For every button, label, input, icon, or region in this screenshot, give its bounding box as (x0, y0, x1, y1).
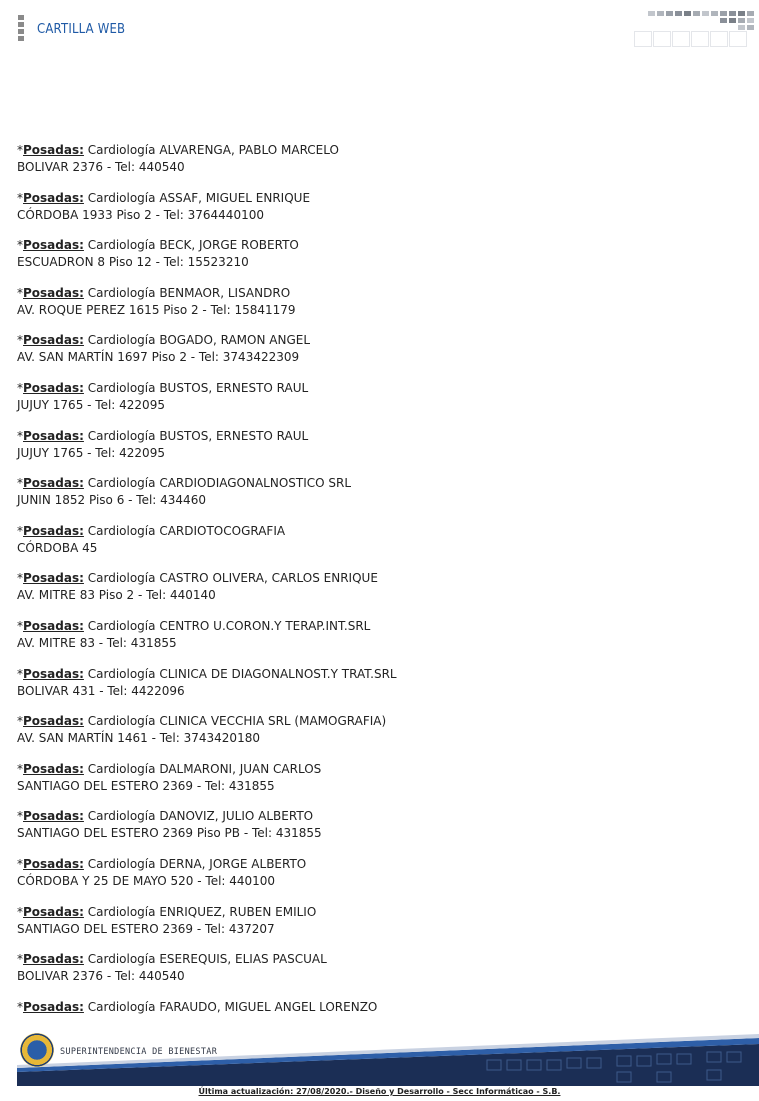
provider-line: *Posadas: Cardiología DALMARONI, JUAN CARLOS (17, 761, 322, 776)
institution-seal-icon (20, 1033, 54, 1067)
provider-specialty: Cardiología (87, 523, 156, 538)
provider-address: BOLIVAR 2376 - Tel: 440540 (17, 969, 185, 984)
provider-line: *Posadas: Cardiología CENTRO U.CORON.Y TERAP.INT.SRL (17, 618, 371, 633)
provider-city: Posadas: (23, 285, 84, 300)
provider-address: AV. MITRE 83 Piso 2 - Tel: 440140 (17, 588, 216, 603)
provider-entry (17, 713, 737, 747)
provider-specialty: Cardiología (87, 904, 156, 919)
provider-city: Posadas: (23, 618, 84, 633)
provider-address: AV. ROQUE PEREZ 1615 Piso 2 - Tel: 15841179 (17, 302, 296, 317)
provider-line: *Posadas: Cardiología ENRIQUEZ, RUBEN EMILIO (17, 904, 317, 919)
provider-name: BOGADO, RAMON ANGEL (159, 333, 311, 348)
provider-city: Posadas: (23, 190, 84, 205)
provider-city: Posadas: (23, 952, 84, 967)
provider-entry (17, 808, 737, 842)
provider-line: *Posadas: Cardiología CLINICA DE DIAGONALNOST.Y TRAT.SRL (17, 666, 397, 681)
provider-name: CASTRO OLIVERA, CARLOS ENRIQUE (159, 571, 378, 586)
provider-line: *Posadas: Cardiología CARDIOTOCOGRAFIA (17, 523, 286, 538)
provider-address: JUJUY 1765 - Tel: 422095 (17, 397, 165, 412)
provider-name: BECK, JORGE ROBERTO (159, 238, 299, 253)
provider-specialty: Cardiología (87, 666, 156, 681)
provider-name: ASSAF, MIGUEL ENRIQUE (159, 190, 311, 205)
provider-address: AV. MITRE 83 - Tel: 431855 (17, 635, 177, 650)
provider-entry (17, 332, 737, 366)
provider-name: DERNA, JORGE ALBERTO (159, 856, 307, 871)
page-title: CARTILLA WEB (37, 22, 126, 37)
provider-entry (17, 904, 737, 938)
provider-city: Posadas: (23, 523, 84, 538)
provider-specialty: Cardiología (87, 380, 156, 395)
provider-city: Posadas: (23, 666, 84, 681)
provider-address: CÓRDOBA Y 25 DE MAYO 520 - Tel: 440100 (17, 873, 276, 888)
provider-specialty: Cardiología (87, 571, 156, 586)
provider-list (17, 142, 737, 1029)
provider-specialty: Cardiología (87, 952, 156, 967)
provider-specialty: Cardiología (87, 714, 156, 729)
provider-city: Posadas: (23, 333, 84, 348)
provider-name: CLINICA DE DIAGONALNOST.Y TRAT.SRL (159, 666, 397, 681)
provider-address: AV. SAN MARTÍN 1461 - Tel: 3743420180 (17, 731, 260, 746)
footer-org-name: SUPERINTENDENCIA DE BIENESTAR (60, 1047, 218, 1057)
provider-city: Posadas: (23, 476, 84, 491)
provider-line: *Posadas: Cardiología BUSTOS, ERNESTO RAUL (17, 428, 309, 443)
provider-specialty: Cardiología (87, 809, 156, 824)
provider-entry (17, 618, 737, 652)
provider-city: Posadas: (23, 856, 84, 871)
provider-name: CARDIODIAGONALNOSTICO SRL (159, 476, 352, 491)
provider-address: CÓRDOBA 45 (17, 540, 98, 555)
provider-line: *Posadas: Cardiología ESEREQUIS, ELIAS PASCUAL (17, 952, 327, 967)
provider-line: *Posadas: Cardiología CLINICA VECCHIA SRL (MAMOGRAFIA) (17, 714, 387, 729)
provider-name: ENRIQUEZ, RUBEN EMILIO (159, 904, 317, 919)
provider-entry (17, 285, 737, 319)
provider-name: BUSTOS, ERNESTO RAUL (159, 380, 309, 395)
provider-entry (17, 856, 737, 890)
provider-city: Posadas: (23, 999, 84, 1014)
provider-address: CÓRDOBA 1933 Piso 2 - Tel: 3764440100 (17, 207, 264, 222)
provider-line: *Posadas: Cardiología CASTRO OLIVERA, CARLOS ENRIQUE (17, 571, 378, 586)
footer-update-note: Última actualización: 27/08/2020.- Diseño y Desarrollo - Secc Informáticao - S.B. (198, 1087, 561, 1096)
provider-name: BENMAOR, LISANDRO (159, 285, 291, 300)
provider-specialty: Cardiología (87, 238, 156, 253)
provider-entry (17, 380, 737, 414)
footer-band (17, 1034, 759, 1086)
header-decoration (634, 11, 759, 47)
provider-city: Posadas: (23, 761, 84, 776)
provider-city: Posadas: (23, 809, 84, 824)
provider-name: FARAUDO, MIGUEL ANGEL LORENZO (159, 999, 378, 1014)
provider-entry (17, 428, 737, 462)
provider-specialty: Cardiología (87, 618, 156, 633)
provider-address: BOLIVAR 431 - Tel: 4422096 (17, 683, 185, 698)
provider-specialty: Cardiología (87, 856, 156, 871)
provider-line: *Posadas: Cardiología BUSTOS, ERNESTO RAUL (17, 380, 309, 395)
provider-line: *Posadas: Cardiología BOGADO, RAMON ANGEL (17, 333, 311, 348)
provider-line: *Posadas: Cardiología BENMAOR, LISANDRO (17, 285, 291, 300)
provider-specialty: Cardiología (87, 333, 156, 348)
provider-line: *Posadas: Cardiología BECK, JORGE ROBERTO (17, 238, 299, 253)
provider-specialty: Cardiología (87, 428, 156, 443)
provider-city: Posadas: (23, 238, 84, 253)
provider-entry (17, 475, 737, 509)
provider-specialty: Cardiología (87, 190, 156, 205)
provider-address: BOLIVAR 2376 - Tel: 440540 (17, 160, 185, 174)
provider-line: *Posadas: Cardiología CARDIODIAGONALNOSTICO SRL (17, 476, 352, 491)
provider-line: *Posadas: Cardiología ALVARENGA, PABLO MARCELO (17, 143, 339, 157)
provider-name: ALVARENGA, PABLO MARCELO (159, 143, 339, 157)
provider-specialty: Cardiología (87, 761, 156, 776)
provider-name: BUSTOS, ERNESTO RAUL (159, 428, 309, 443)
provider-entry (17, 666, 737, 700)
provider-specialty: Cardiología (87, 476, 156, 491)
provider-name: ESEREQUIS, ELIAS PASCUAL (159, 952, 327, 967)
provider-city: Posadas: (23, 571, 84, 586)
provider-specialty: Cardiología (87, 285, 156, 300)
provider-line: *Posadas: Cardiología DERNA, JORGE ALBERTO (17, 856, 307, 871)
provider-address: AV. SAN MARTÍN 1697 Piso 2 - Tel: 3743422309 (17, 350, 300, 365)
provider-entry (17, 190, 737, 224)
provider-name: CLINICA VECCHIA SRL (MAMOGRAFIA) (159, 714, 387, 729)
provider-entry (17, 570, 737, 604)
provider-name: CENTRO U.CORON.Y TERAP.INT.SRL (159, 618, 371, 633)
provider-line: *Posadas: Cardiología DANOVIZ, JULIO ALBERTO (17, 809, 314, 824)
provider-entry (17, 999, 737, 1016)
provider-name: DANOVIZ, JULIO ALBERTO (159, 809, 314, 824)
provider-line: *Posadas: Cardiología FARAUDO, MIGUEL ANGEL LORENZO (17, 999, 378, 1014)
provider-address: SANTIAGO DEL ESTERO 2369 - Tel: 437207 (17, 921, 275, 936)
provider-specialty: Cardiología (87, 143, 156, 157)
provider-entry (17, 237, 737, 271)
provider-address: SANTIAGO DEL ESTERO 2369 Piso PB - Tel: 431855 (17, 826, 322, 841)
provider-address: JUJUY 1765 - Tel: 422095 (17, 445, 165, 460)
provider-city: Posadas: (23, 714, 84, 729)
provider-specialty: Cardiología (87, 999, 156, 1014)
provider-city: Posadas: (23, 380, 84, 395)
provider-address: SANTIAGO DEL ESTERO 2369 - Tel: 431855 (17, 778, 275, 793)
provider-city: Posadas: (23, 904, 84, 919)
provider-city: Posadas: (23, 428, 84, 443)
provider-entry (17, 951, 737, 985)
provider-entry (17, 523, 737, 557)
provider-line: *Posadas: Cardiología ASSAF, MIGUEL ENRIQUE (17, 190, 311, 205)
provider-name: DALMARONI, JUAN CARLOS (159, 761, 322, 776)
provider-name: CARDIOTOCOGRAFIA (159, 523, 286, 538)
provider-entry (17, 761, 737, 795)
header-logo-bars (18, 15, 26, 47)
provider-address: ESCUADRON 8 Piso 12 - Tel: 15523210 (17, 255, 249, 270)
provider-address: JUNIN 1852 Piso 6 - Tel: 434460 (17, 493, 206, 508)
provider-entry (17, 142, 737, 176)
provider-city: Posadas: (23, 143, 84, 157)
